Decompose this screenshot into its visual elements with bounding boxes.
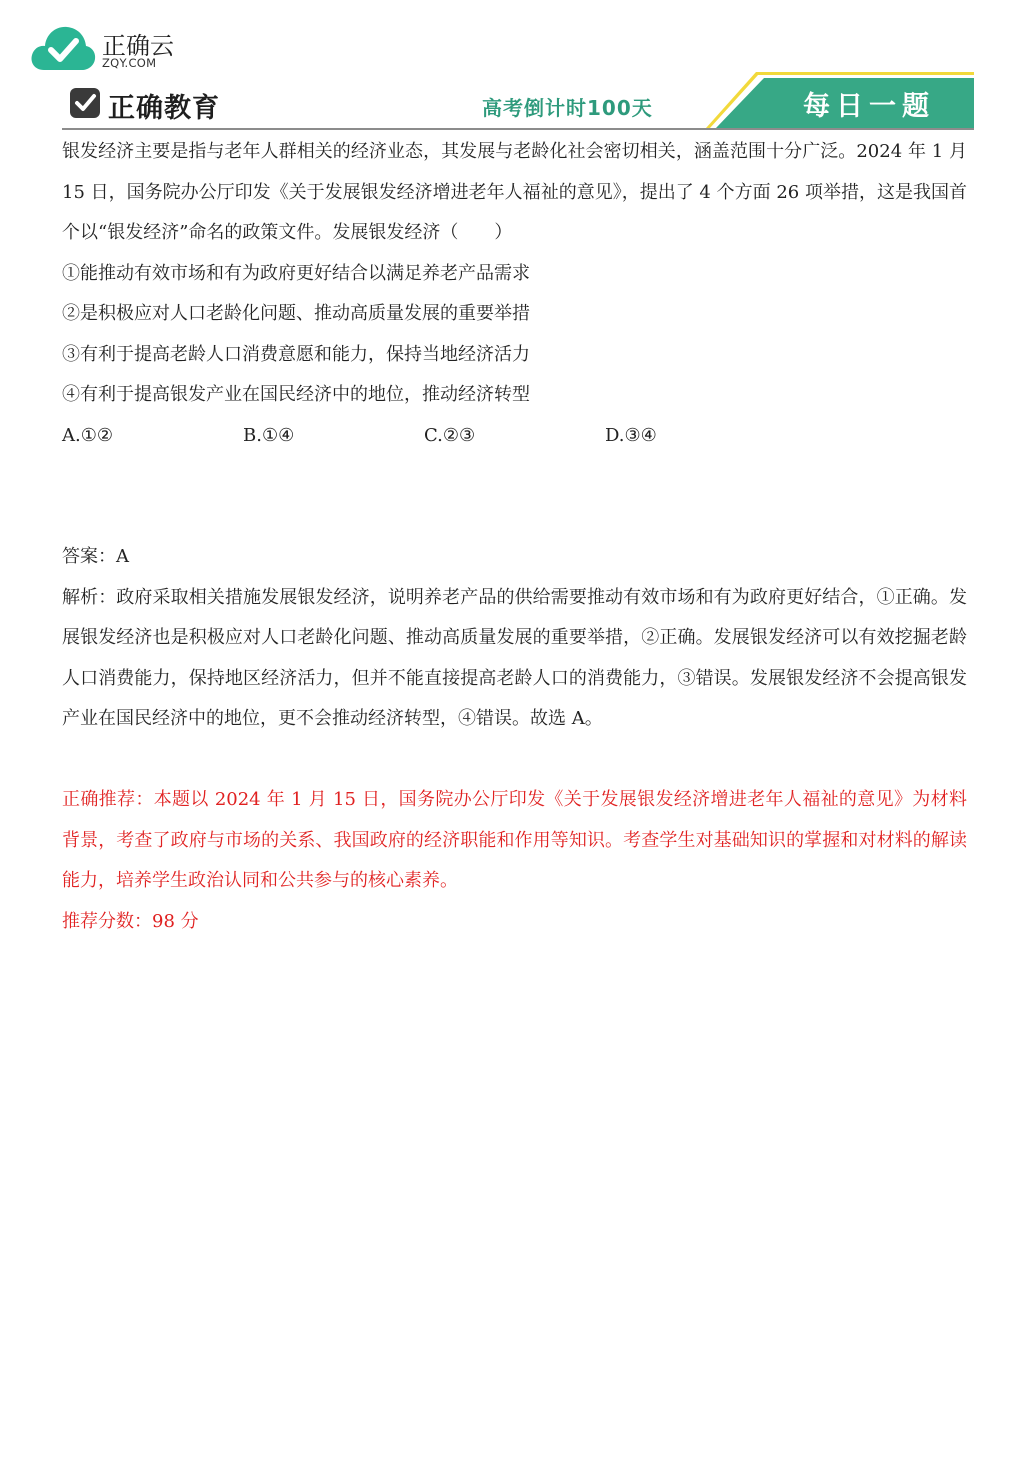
header-bar [62,72,974,130]
statement-1: ①能推动有效市场和有为政府更好结合以满足养老产品需求 [62,262,530,284]
option-d: D.③④ [605,424,657,446]
answer: 答案：A [62,546,129,567]
cloud-check-icon [30,24,96,72]
brand-domain: ZQY.COM [102,56,157,70]
statement-4: ④有利于提高银发产业在国民经济中的地位，推动经济转型 [62,384,530,405]
analysis: 解析：政府采取相关措施发展银发经济，说明养老产品的供给需要推动有效市场和有为政府更好结合，①正确。发展银发经济也是积极应对人口老龄化问题、推动高质量发展的重要举措，②正确。发展银发经济可以有效挖掘老龄人口消费能力，保持地区经济活力，但并不能直接提高老龄人口的消费能力，③错误。发展银发经济不会提高银发产业在国民经济中的地位，更不会推动经济转型，④错误。故选 A。 [62,586,967,729]
recommendation: 正确推荐：本题以 2024 年 1 月 15 日，国务院办公厅印发《关于发展银发经济增进老年人福祉的意见》为材料背景，考查了政府与市场的关系、我国政府的经济职能和作用等知识。考查学生对基础知识的掌握和对材料的解读能力，培养学生政治认同和公共参与的核心素养。 [62,789,967,891]
question-stem: 银发经济主要是指与老年人群相关的经济业态，其发展与老龄化社会密切相关，涵盖范围十分广泛。2024 年 1 月 15 日，国务院办公厅印发《关于发展银发经济增进老年人福祉的意见》，提出了 4 个方面 26 项举措，这是我国首个以“银发经济”命名的政策文件。发展银发经济（ ） [62,141,967,243]
statement-3: ③有利于提高老龄人口消费意愿和能力，保持当地经济活力 [62,343,530,365]
statement-2: ②是积极应对人口老龄化问题、推动高质量发展的重要举措 [62,303,530,324]
edu-name: 正确教育 [108,93,220,124]
option-b: B.①④ [243,424,295,446]
options-row [62,416,967,457]
check-icon [70,88,100,118]
option-c: C.②③ [424,424,476,446]
recommend-score: 推荐分数：98 分 [62,910,199,932]
header-divider [62,128,974,130]
brand-name: 正确云 [102,32,174,60]
countdown-label: 高考倒计时100天 [482,96,653,120]
option-a: A.①② [62,424,113,446]
daily-question-label: 每日一题 [803,91,935,122]
question-content [62,132,967,942]
